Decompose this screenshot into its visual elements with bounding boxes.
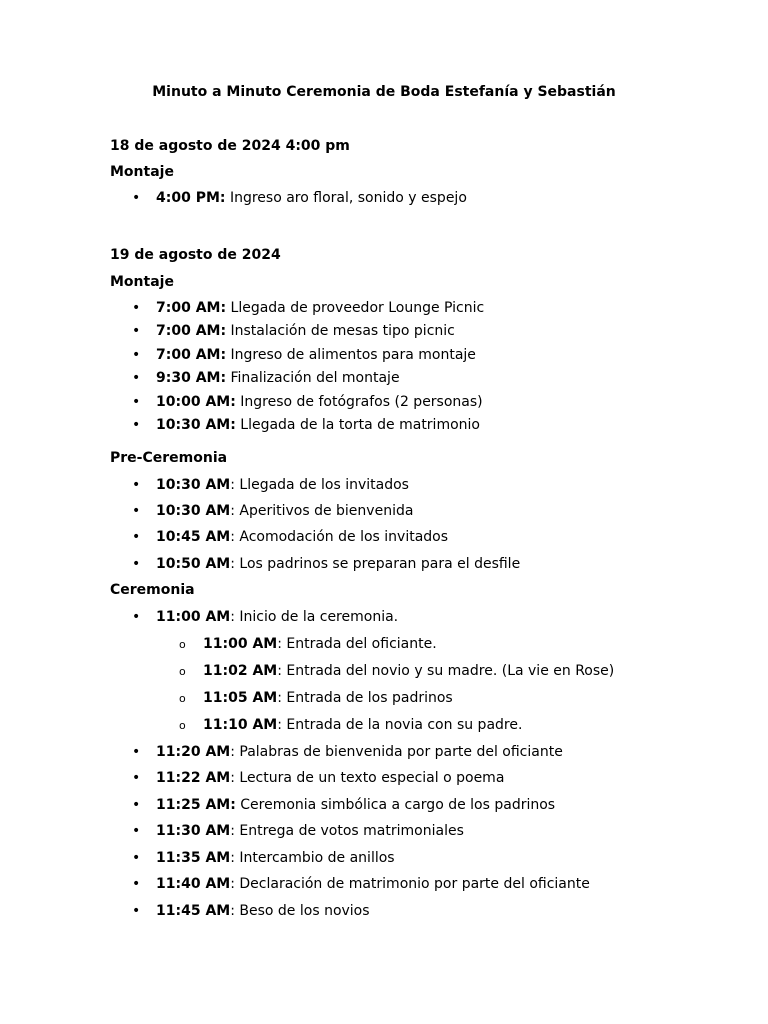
item-text: Ingreso de fotógrafos (2 personas) [235, 394, 483, 410]
list-item [132, 323, 455, 339]
item-text: Beso de los novios [234, 903, 370, 919]
item-time: 11:35 AM [156, 850, 231, 866]
item-time: 11:20 AM [156, 744, 231, 760]
bullet-icon: • [132, 347, 141, 363]
item-time: 10:30 AM: [156, 417, 236, 433]
item-text: Lectura de un texto especial o poema [234, 770, 505, 786]
bullet-icon: • [132, 190, 141, 206]
bullet-icon: • [132, 556, 141, 572]
item-text: Llegada de proveedor Lounge Picnic [226, 300, 485, 316]
bullet-icon: • [132, 417, 141, 433]
circle-bullet-icon: o [179, 638, 186, 651]
list-item: • 11:22 AM: Lectura de un texto especial o poema [132, 770, 505, 786]
list-item: • 11:40 AM: Declaración de matrimonio por parte del oficiante [132, 876, 590, 892]
item-text: Ingreso de alimentos para montaje [226, 347, 476, 363]
item-text: Aperitivos de bienvenida [234, 503, 414, 519]
item-text: Intercambio de anillos [234, 850, 395, 866]
list-item: • 11:45 AM: Beso de los novios [132, 903, 370, 919]
item-time: 11:30 AM [156, 823, 231, 839]
bullet-icon: • [132, 503, 141, 519]
item-text: Entrada de los padrinos [281, 690, 453, 706]
item-time: 11:02 AM [203, 663, 278, 679]
bullet-icon: • [132, 394, 141, 410]
list-item [132, 190, 467, 206]
bullet-icon: • [132, 797, 141, 813]
bullet-icon: • [132, 370, 141, 386]
sub-list-item: o 11:00 AM: Entrada del oficiante. [179, 636, 437, 652]
item-text: Los padrinos se preparan para el desfile [234, 556, 521, 572]
bullet-icon: • [132, 323, 141, 339]
item-time: 7:00 AM: [156, 300, 227, 316]
item-time: 9:30 AM: [156, 370, 227, 386]
section-heading-montaje-day2: Montaje [110, 274, 174, 290]
sub-list-item: o 11:05 AM: Entrada de los padrinos [179, 690, 453, 706]
item-text: Ceremonia simbólica a cargo de los padrinos [235, 797, 556, 813]
bullet-icon: • [132, 744, 141, 760]
bullet-icon: • [132, 609, 141, 625]
item-time: 11:10 AM [203, 717, 278, 733]
item-time: 11:22 AM [156, 770, 231, 786]
item-time: 7:00 AM: [156, 347, 227, 363]
item-text: Entrada de la novia con su padre. [281, 717, 523, 733]
list-item [132, 797, 556, 813]
bullet-icon: • [132, 850, 141, 866]
item-text: Instalación de mesas tipo picnic [226, 323, 455, 339]
list-item [132, 347, 476, 363]
list-item: • 10:45 AM: Acomodación de los invitados [132, 529, 449, 545]
section-heading-pre-ceremonia: Pre-Ceremonia [110, 450, 228, 466]
list-item: • 11:00 AM: Inicio de la ceremonia. [132, 609, 399, 625]
bullet-icon: • [132, 876, 141, 892]
item-time: 10:50 AM [156, 556, 231, 572]
bullet-icon: • [132, 300, 141, 316]
list-item [132, 394, 483, 410]
section-heading-montaje-day1: Montaje [110, 164, 174, 180]
item-text: Llegada de los invitados [234, 477, 409, 493]
item-time: 7:00 AM: [156, 323, 227, 339]
bullet-icon: • [132, 770, 141, 786]
bullet-icon: • [132, 529, 141, 545]
item-time: 4:00 PM: [156, 190, 226, 206]
list-item: • 10:30 AM: Llegada de los invitados [132, 477, 409, 493]
list-item: • 10:30 AM: Aperitivos de bienvenida [132, 503, 414, 519]
circle-bullet-icon: o [179, 719, 186, 732]
list-item: • 11:35 AM: Intercambio de anillos [132, 850, 395, 866]
item-time: 10:45 AM [156, 529, 231, 545]
item-text: Entrada del novio y su madre. (La vie en Rose) [281, 663, 615, 679]
item-text: Ingreso aro floral, sonido y espejo [225, 190, 467, 206]
date-heading-day1: 18 de agosto de 2024 4:00 pm [110, 138, 350, 154]
item-time: 10:30 AM [156, 503, 231, 519]
item-time: 11:25 AM: [156, 797, 236, 813]
sub-list-item: o 11:10 AM: Entrada de la novia con su padre. [179, 717, 523, 733]
item-text: Llegada de la torta de matrimonio [235, 417, 480, 433]
item-time: 11:45 AM [156, 903, 231, 919]
item-time: 10:00 AM: [156, 394, 236, 410]
item-time: 10:30 AM [156, 477, 231, 493]
list-item [132, 370, 400, 386]
item-text: Palabras de bienvenida por parte del oficiante [234, 744, 563, 760]
item-time: 11:05 AM [203, 690, 278, 706]
item-time: 11:00 AM [203, 636, 278, 652]
document-title: Minuto a Minuto Ceremonia de Boda Estefanía y Sebastián [152, 84, 616, 100]
circle-bullet-icon: o [179, 692, 186, 705]
list-item: • 11:20 AM: Palabras de bienvenida por parte del oficiante [132, 744, 563, 760]
date-heading-day2: 19 de agosto de 2024 [110, 247, 281, 263]
circle-bullet-icon: o [179, 665, 186, 678]
item-text: Acomodación de los invitados [234, 529, 449, 545]
item-text: Inicio de la ceremonia. [234, 609, 399, 625]
list-item [132, 417, 480, 433]
item-text: Finalización del montaje [226, 370, 400, 386]
list-item: • 11:30 AM: Entrega de votos matrimoniales [132, 823, 464, 839]
bullet-icon: • [132, 903, 141, 919]
item-time: 11:00 AM [156, 609, 231, 625]
section-heading-ceremonia: Ceremonia [110, 582, 195, 598]
bullet-icon: • [132, 477, 141, 493]
item-text: Declaración de matrimonio por parte del oficiante [234, 876, 590, 892]
list-item [132, 300, 485, 316]
item-text: Entrada del oficiante. [281, 636, 437, 652]
item-time: 11:40 AM [156, 876, 231, 892]
item-text: Entrega de votos matrimoniales [234, 823, 464, 839]
sub-list-item: o 11:02 AM: Entrada del novio y su madre. (La vie en Rose) [179, 663, 615, 679]
list-item: • 10:50 AM: Los padrinos se preparan para el desfile [132, 556, 521, 572]
bullet-icon: • [132, 823, 141, 839]
